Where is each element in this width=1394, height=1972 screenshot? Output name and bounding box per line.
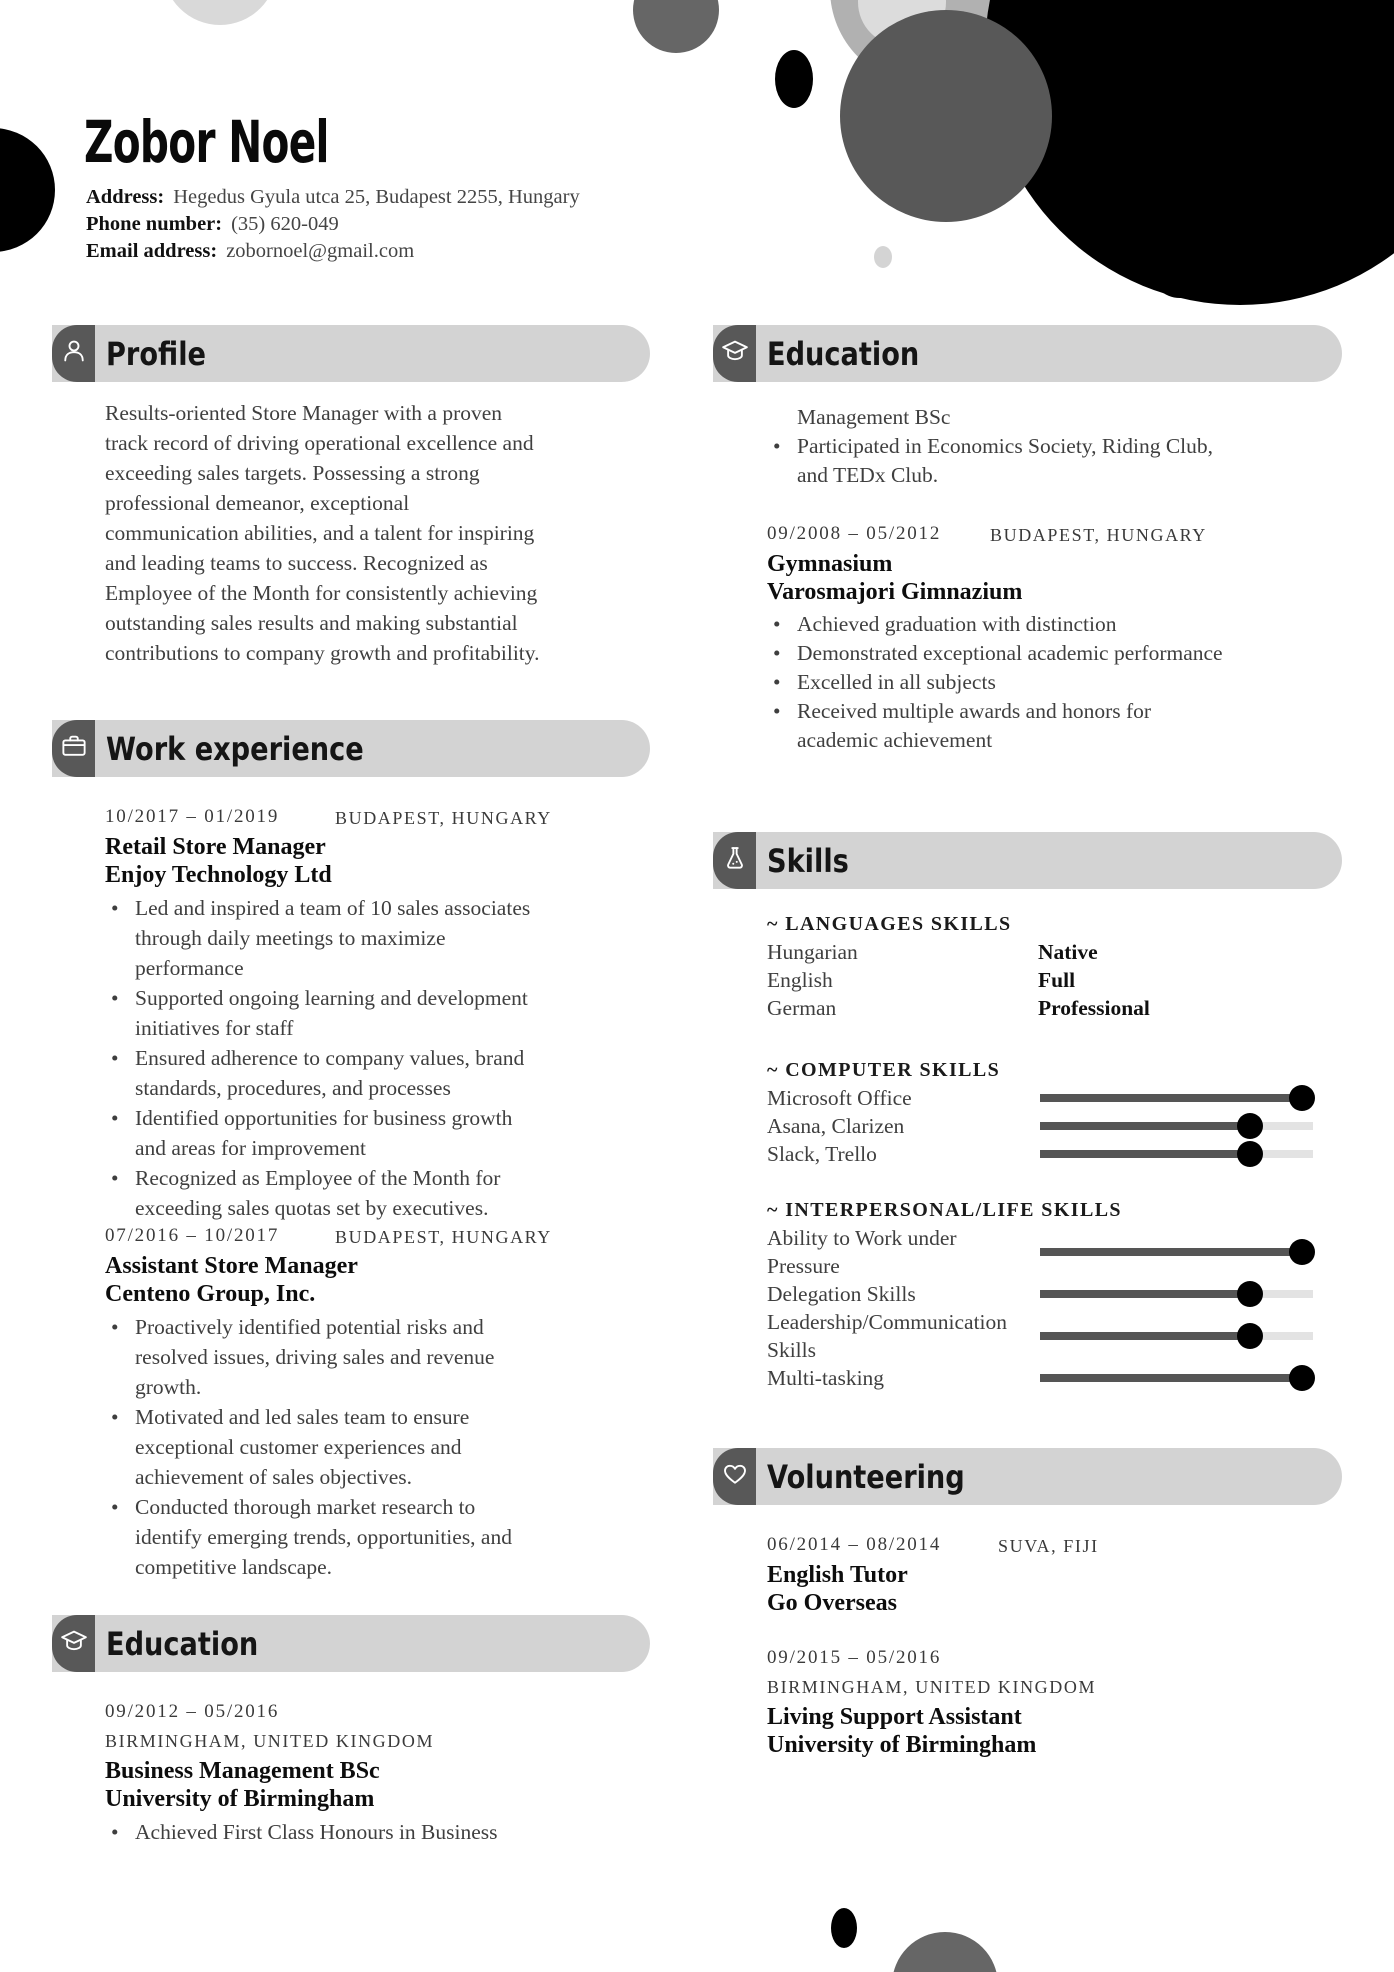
language-level: Native [1038, 940, 1098, 964]
volunteering-date: 09/2015 – 05/2016 [767, 1647, 942, 1668]
education-bullet: • Excelled in all subjects [767, 668, 1232, 697]
slider-knob [1289, 1085, 1315, 1111]
skill-slider [1040, 1374, 1313, 1382]
person-icon [59, 336, 89, 371]
skill-name: Leadership/Communication Skills [767, 1310, 1008, 1362]
education-location: BUDAPEST, HUNGARY [990, 525, 1207, 545]
decorative-circle [1150, 238, 1210, 298]
job-bullet: • Motivated and led sales team to ensure exceptional customer experiences and achievement of sales objectives. [105, 1402, 545, 1492]
job-bullet: • Conducted thorough market research to identify emerging trends, opportunities, and competitive landscape. [105, 1492, 545, 1582]
language-row [767, 938, 1313, 966]
languages-skills-group [767, 910, 1313, 1022]
volunteering-role: English Tutor [767, 1562, 908, 1588]
job-bullets [105, 1312, 545, 1582]
job-role: Assistant Store Manager [105, 1253, 358, 1279]
education-bullets [105, 1817, 550, 1847]
contact-info [86, 184, 580, 265]
skill-name: Multi-tasking [767, 1366, 885, 1390]
slider-knob [1289, 1239, 1315, 1265]
profile-summary: Results-oriented Store Manager with a proven track record of driving operational excellence and exceeding sales targets. Possessing a strong professional demeanor, exceptional communication abilities, and a talent for inspiring and leading teams to success. Recognized as Employee of the Month for consistently achieving outstanding sales results and making substantial contributions to company growth and profitability. [105, 401, 540, 665]
education-date: 09/2008 – 05/2012 [767, 523, 942, 544]
work-icon-tab [52, 720, 95, 777]
slider-fill [1040, 1248, 1302, 1256]
education-bullet: • Achieved graduation with distinction [767, 610, 1232, 639]
skills-icon-tab [713, 832, 756, 889]
job-company: Centeno Group, Inc. [105, 1281, 316, 1307]
decorative-circle [633, 0, 719, 53]
education-location: BIRMINGHAM, UNITED KINGDOM [105, 1731, 435, 1751]
skill-slider [1040, 1332, 1313, 1340]
education-icon-tab [713, 325, 756, 382]
volunteering-org: Go Overseas [767, 1590, 897, 1616]
volunteering-icon-tab [713, 1448, 756, 1505]
skill-name: Ability to Work under Pressure [767, 1226, 957, 1278]
skill-name: Slack, Trello [767, 1142, 877, 1166]
interpersonal-skills-group [767, 1196, 1313, 1392]
email-value: zobornoel@gmail.com [226, 240, 415, 262]
contact-phone [86, 211, 580, 238]
graduation-cap-icon [59, 1626, 89, 1661]
education-degree: Gymnasium [767, 551, 893, 577]
education-bullet: • Demonstrated exceptional academic performance [767, 639, 1232, 668]
skill-slider [1040, 1290, 1313, 1298]
skill-slider [1040, 1248, 1313, 1256]
skill-slider [1040, 1094, 1313, 1102]
job-bullet: • Ensured adherence to company values, brand standards, procedures, and processes [105, 1043, 545, 1103]
flask-icon [720, 843, 750, 878]
job-date: 10/2017 – 01/2019 [105, 806, 280, 827]
education-continuation [767, 403, 1232, 490]
job-entry [105, 803, 552, 1223]
section-header-skills [713, 832, 1342, 889]
computer-skills-group [767, 1056, 1313, 1168]
education-school: University of Birmingham [105, 1786, 375, 1812]
education-date: 09/2012 – 05/2016 [105, 1701, 280, 1722]
slider-fill [1040, 1374, 1302, 1382]
education-school: Varosmajori Gimnazium [767, 579, 1023, 605]
heart-icon [720, 1459, 750, 1494]
skill-name: Microsoft Office [767, 1086, 912, 1110]
interpersonal-heading: ~ INTERPERSONAL/LIFE SKILLS [767, 1199, 1122, 1221]
education-right-section-title: Education [767, 334, 920, 373]
skill-slider [1040, 1150, 1313, 1158]
skills-section-title: Skills [767, 841, 849, 880]
address-label: Address: [86, 186, 165, 208]
profile-section-title: Profile [106, 334, 206, 373]
job-company: Enjoy Technology Ltd [105, 862, 332, 888]
education-degree: Business Management BSc [105, 1758, 380, 1784]
education-entry [105, 1697, 550, 1847]
skill-row [767, 1084, 1313, 1112]
volunteering-dateline [767, 1531, 1232, 1559]
education-bullet: • Participated in Economics Society, Riding Club, and TEDx Club. [767, 432, 1232, 490]
volunteering-location: BIRMINGHAM, UNITED KINGDOM [767, 1677, 1097, 1697]
skill-row [767, 1364, 1313, 1392]
decorative-circle [892, 1932, 998, 1972]
job-entry [105, 1222, 552, 1582]
language-row [767, 966, 1313, 994]
section-header-volunteering [713, 1448, 1342, 1505]
section-header-education-left [52, 1615, 650, 1672]
contact-address [86, 184, 580, 211]
job-date: 07/2016 – 10/2017 [105, 1225, 280, 1246]
section-header-profile [52, 325, 650, 382]
skill-name: Asana, Clarizen [767, 1114, 905, 1138]
section-header-work [52, 720, 650, 777]
volunteering-titles [767, 1561, 1232, 1617]
volunteering-titles [767, 1703, 1232, 1759]
job-bullet: • Identified opportunities for business growth and areas for improvement [105, 1103, 545, 1163]
job-titles [105, 833, 545, 889]
skill-row [767, 1224, 1313, 1280]
education-dateline [767, 520, 1232, 548]
slider-fill [1040, 1122, 1250, 1130]
decorative-circle [831, 1908, 857, 1948]
languages-heading: ~ LANGUAGES SKILLS [767, 913, 1012, 935]
job-bullets [105, 893, 545, 1223]
job-bullet: • Proactively identified potential risks and resolved issues, driving sales and revenue growth. [105, 1312, 545, 1402]
language-name: English [767, 968, 833, 992]
language-level: Full [1038, 968, 1076, 992]
skill-slider [1040, 1122, 1313, 1130]
decorative-circle [840, 10, 1052, 222]
slider-fill [1040, 1332, 1250, 1340]
decorative-circle [163, 0, 277, 25]
person-name: Zobor Noel [84, 108, 329, 176]
address-value: Hegedus Gyula utca 25, Budapest 2255, Hungary [173, 186, 580, 208]
education-bullets [767, 610, 1232, 755]
volunteering-entry [767, 1531, 1232, 1617]
education-icon-tab [52, 1615, 95, 1672]
skill-row [767, 1308, 1313, 1364]
section-header-education-right [713, 325, 1342, 382]
education-titles [767, 550, 1232, 606]
education-continuation-line: Management BSc [797, 405, 951, 429]
computer-heading: ~ COMPUTER SKILLS [767, 1059, 1001, 1081]
volunteering-section-title: Volunteering [767, 1457, 965, 1496]
skill-row [767, 1112, 1313, 1140]
job-dateline [105, 1222, 552, 1250]
decorative-circle [775, 50, 813, 108]
slider-knob [1237, 1141, 1263, 1167]
job-location: BUDAPEST, HUNGARY [335, 808, 552, 828]
phone-value: (35) 620-049 [231, 213, 339, 235]
job-role: Retail Store Manager [105, 834, 326, 860]
language-row [767, 994, 1313, 1022]
language-name: Hungarian [767, 940, 858, 964]
slider-knob [1237, 1323, 1263, 1349]
work-section-title: Work experience [106, 729, 364, 768]
education-bullet: • Achieved First Class Honours in Business [105, 1817, 550, 1847]
job-bullet: • Supported ongoing learning and development initiatives for staff [105, 983, 545, 1043]
phone-label: Phone number: [86, 213, 223, 235]
profile-icon-tab [52, 325, 95, 382]
slider-knob [1237, 1281, 1263, 1307]
job-location: BUDAPEST, HUNGARY [335, 1227, 552, 1247]
briefcase-icon [59, 731, 89, 766]
job-titles [105, 1252, 545, 1308]
email-label: Email address: [86, 240, 218, 262]
language-name: German [767, 996, 837, 1020]
slider-fill [1040, 1094, 1302, 1102]
education-left-section-title: Education [106, 1624, 259, 1663]
graduation-cap-icon [720, 336, 750, 371]
volunteering-entry [767, 1643, 1232, 1759]
decorative-circle [0, 128, 55, 252]
volunteering-location: SUVA, FIJI [998, 1536, 1099, 1556]
decorative-circle [874, 246, 892, 268]
language-level: Professional [1038, 996, 1150, 1020]
job-bullet: • Recognized as Employee of the Month for exceeding sales quotas set by executives. [105, 1163, 545, 1223]
education-titles [105, 1757, 550, 1813]
volunteering-role: Living Support Assistant [767, 1704, 1022, 1730]
skill-name: Delegation Skills [767, 1282, 916, 1306]
slider-fill [1040, 1150, 1250, 1158]
slider-fill [1040, 1290, 1250, 1298]
volunteering-date: 06/2014 – 08/2014 [767, 1534, 942, 1555]
skill-row [767, 1140, 1313, 1168]
volunteering-org: University of Birmingham [767, 1732, 1037, 1758]
slider-knob [1289, 1365, 1315, 1391]
education-entry [767, 520, 1232, 755]
job-dateline [105, 803, 552, 831]
job-bullet: • Led and inspired a team of 10 sales associates through daily meetings to maximize performance [105, 893, 545, 983]
education-bullet: • Received multiple awards and honors for academic achievement [767, 697, 1232, 755]
skill-row [767, 1280, 1313, 1308]
contact-email [86, 238, 580, 265]
slider-knob [1237, 1113, 1263, 1139]
